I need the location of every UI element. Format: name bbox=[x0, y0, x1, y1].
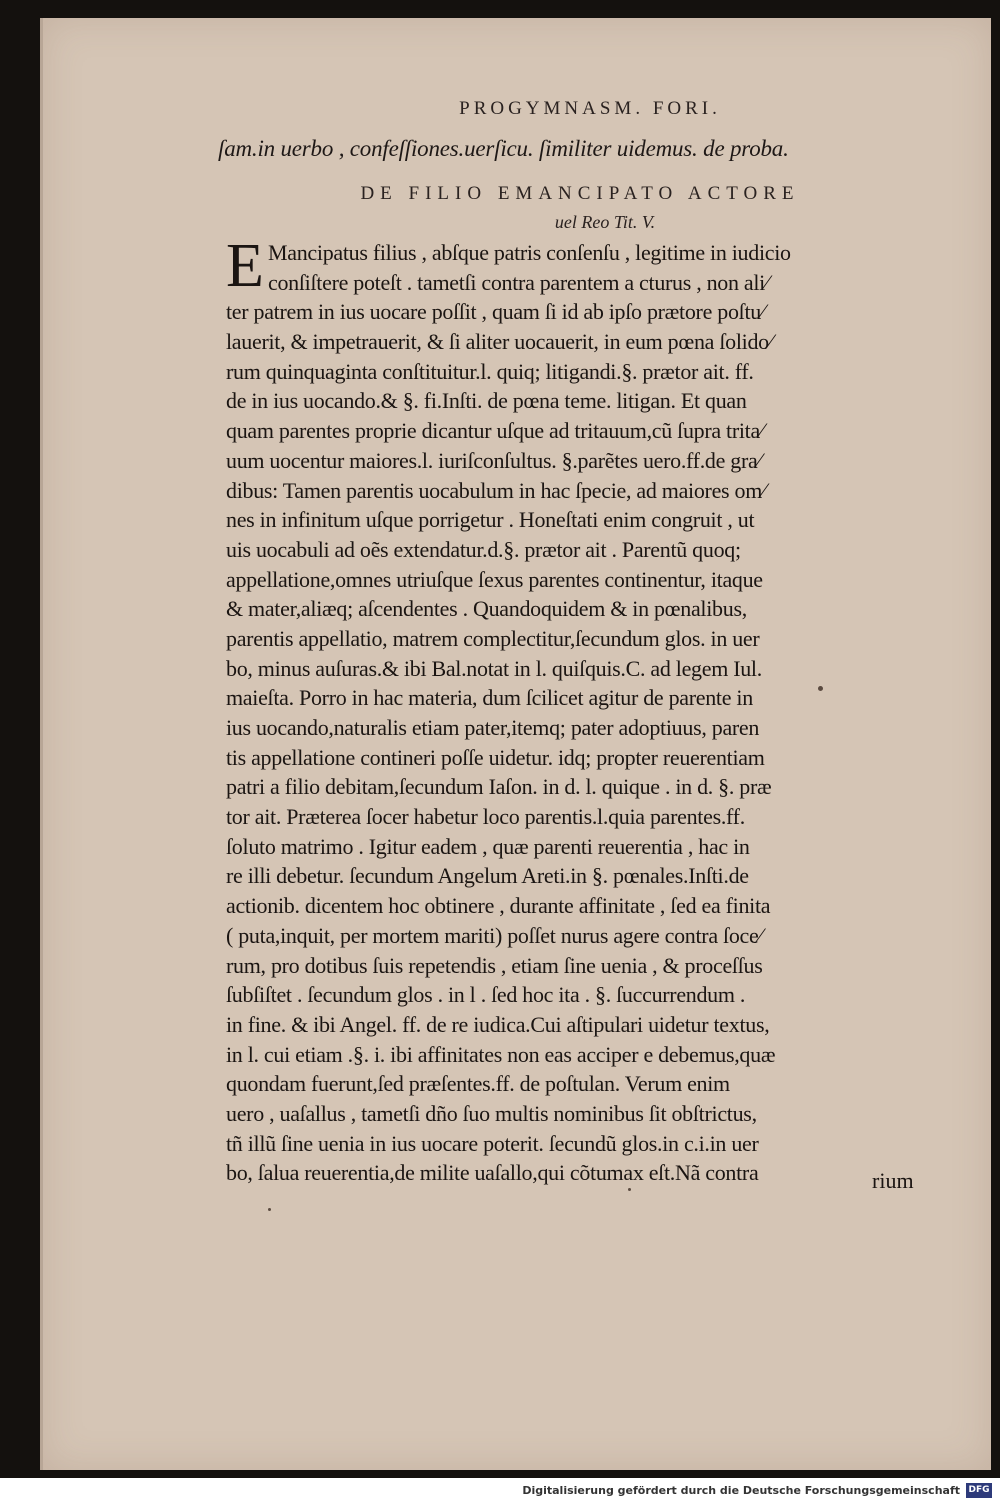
paper-speck bbox=[628, 1188, 631, 1191]
text-line: tor ait. Præterea ſocer habetur loco parentis.l.quia parentes.ff. bbox=[226, 804, 745, 830]
text-line: bo, ſalua reuerentia,de milite uaſallo,qui cõtumax eſt.Nã contra bbox=[226, 1160, 759, 1186]
text-line: maieſta. Porro in hac materia, dum ſcilicet agitur de parente in bbox=[226, 685, 753, 711]
text-line: uero , uaſallus , tametſi dño ſuo multis nominibus ſit obſtrictus, bbox=[226, 1100, 757, 1126]
paper-speck bbox=[268, 1208, 271, 1211]
text-line: re illi debetur. ſecundum Angelum Areti.in §. pœnales.Inſti.de bbox=[226, 863, 749, 889]
text-line: & mater,aliæq; aſcendentes . Quandoquidem & in pœnalibus, bbox=[226, 596, 747, 622]
top-continuation-line: ſam.in uerbo , confeſſiones.uerſicu. ſimiliter uidemus. de proba. bbox=[218, 136, 789, 161]
text-line: lauerit, & impetrauerit, & ſi aliter uocauerit, in eum pœna ſolido⁄ bbox=[226, 329, 773, 355]
text-line: uis uocabuli ad oẽs extendatur.d.§. prætor ait . Parentũ quoq; bbox=[226, 536, 741, 562]
catchword: rium bbox=[872, 1168, 914, 1193]
chapter-title: DE FILIO EMANCIPATO ACTORE bbox=[360, 183, 800, 204]
text-line: actionib. dicentem hoc obtinere , durante affinitate , ſed ea finita bbox=[226, 893, 771, 919]
text-line: quam parentes proprie dicantur uſque ad tritauum,cũ ſupra trita⁄ bbox=[226, 418, 764, 444]
paper-speck bbox=[818, 686, 823, 691]
text-line: tñ illũ ſine uenia in ius uocare poterit. ſecundũ glos.in c.i.in uer bbox=[226, 1130, 759, 1156]
text-line: ter patrem in ius uocare poſſit , quam ſi id ab ipſo prætore poſtu⁄ bbox=[226, 299, 765, 325]
text-line: ( puta,inquit, per mortem mariti) poſſet nurus agere contra ſoce⁄ bbox=[226, 922, 762, 948]
body-text bbox=[226, 232, 926, 1188]
text-line: bo, minus auſuras.& ibi Bal.notat in l. quiſquis.C. ad legem Iul. bbox=[226, 655, 762, 681]
text-line: Mancipatus filius , abſque patris conſenſu , legitime in iudicio bbox=[268, 240, 791, 265]
text-line: in fine. & ibi Angel. ff. de re iudica.Cui aſtipulari uidetur textus, bbox=[226, 1011, 770, 1037]
text-line: quondam fuerunt,ſed præſentes.ff. de poſtulan. Verum enim bbox=[226, 1071, 730, 1097]
text-line: conſiſtere poteſt . tametſi contra parentem a cturus , non ali⁄ bbox=[268, 269, 769, 295]
footer-bar bbox=[0, 1478, 1000, 1505]
text-line: parentis appellatio, matrem complectitur,ſecundum glos. in uer bbox=[226, 625, 760, 651]
text-line: dibus: Tamen parentis uocabulum in hac ſpecie, ad maiores om⁄ bbox=[226, 477, 766, 503]
text-line: tis appellatione contineri poſſe uidetur. idq; propter reuerentiam bbox=[226, 744, 765, 770]
text-line: in l. cui etiam .§. i. ibi affinitates non eas acciper e debemus,quæ bbox=[226, 1041, 776, 1067]
text-line: appellatione,omnes utriuſque ſexus parentes continentur, itaque bbox=[226, 566, 763, 592]
text-line: nes in infinitum uſque porrigetur . Honeſtati enim congruit , ut bbox=[226, 507, 755, 533]
digitization-credit: Digitalisierung gefördert durch die Deutsche Forschungsgemeinschaft bbox=[522, 1484, 960, 1497]
drop-cap: E bbox=[226, 232, 264, 300]
text-line: uum uocentur maiores.l. iuriſconſultus. §.parẽtes uero.ff.de gra⁄ bbox=[226, 447, 761, 473]
text-line: ſubſiſtet . ſecundum glos . in l . ſed hoc ita . §. ſuccurrendum . bbox=[226, 982, 746, 1008]
running-head: PROGYMNASM. FORI. bbox=[459, 98, 721, 119]
text-line: rum, pro dotibus ſuis repetendis , etiam ſine uenia , & proceſſus bbox=[226, 952, 763, 978]
text-line: de in ius uocando.& §. fi.Inſti. de pœna teme. litigan. Et quan bbox=[226, 388, 747, 414]
text-line: ſoluto matrimo . Igitur eadem , quæ parenti reuerentia , hac in bbox=[226, 833, 750, 859]
dfg-logo: DFG bbox=[966, 1483, 992, 1498]
text-line: rum quinquaginta conſtituitur.l. quiq; litigandi.§. prætor ait. ff. bbox=[226, 358, 754, 384]
chapter-subtitle: uel Reo Tit. V. bbox=[554, 212, 656, 232]
text-line: patri a filio debitam,ſecundum Iaſon. in d. l. quique . in d. §. præ bbox=[226, 774, 772, 800]
text-line: ius uocando,naturalis etiam pater,itemq; pater adoptiuus, paren bbox=[226, 715, 760, 740]
